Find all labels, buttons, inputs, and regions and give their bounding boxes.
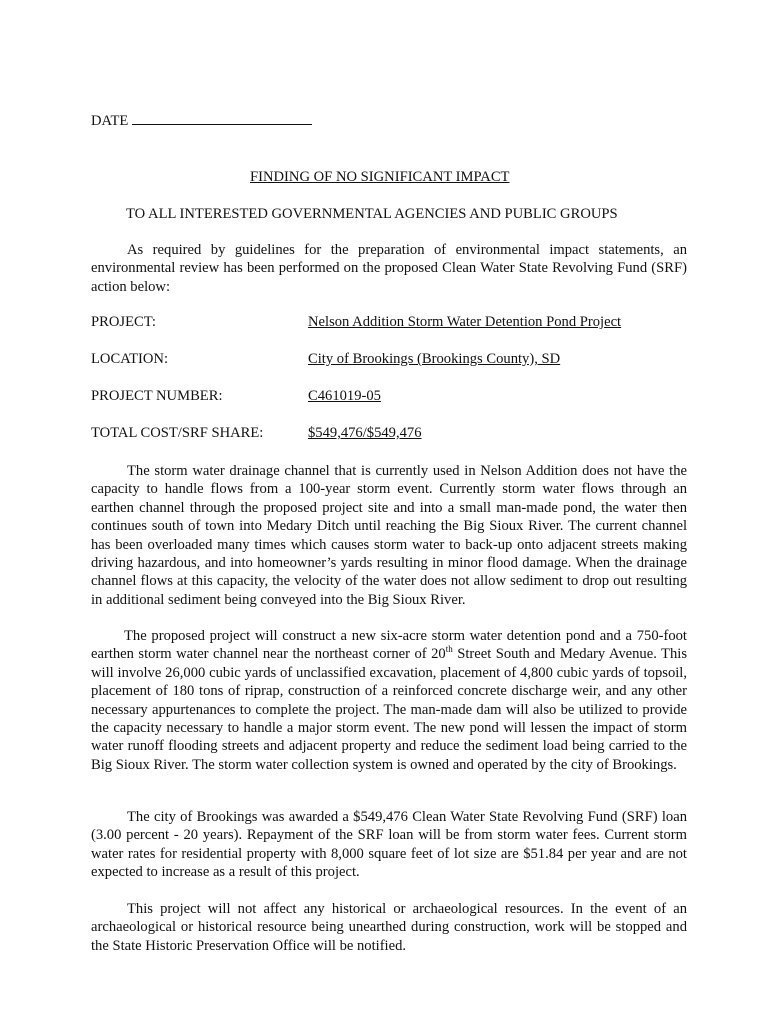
document-title: FINDING OF NO SIGNIFICANT IMPACT [250, 169, 510, 185]
location-value: City of Brookings (Brookings County), SD [308, 351, 561, 367]
location-label: LOCATION: [91, 351, 169, 367]
project-number-value: C461019-05 [308, 388, 381, 404]
description-text-b: Street South and Medary Avenue. This will involve 26,000 cubic yards of unclassified excavation, placement of 4,800 cubic yards of topsoil, placement of 180 tons of riprap, construction of a reinforced concrete discharge weir, and any other necessary appurtenances to complete the project. The man-made dam will also be utilized to provide the capacity necessary to handle a major storm event. The new pond will lessen the impact of storm water runoff flooding streets and adjacent property and reduce the sediment load being carried to the Big Sioux River. The storm water collection system is owned and operated by the city of Brookings. [91, 646, 687, 773]
intro-paragraph: As required by guidelines for the preparation of environmental impact statements, an environmental review has been performed on the proposed Clean Water State Revolving Fund (SRF) action below: [91, 242, 687, 295]
project-value: Nelson Addition Storm Water Detention Pond Project [308, 314, 622, 330]
project-description-paragraph [91, 627, 687, 774]
project-label: PROJECT: [91, 314, 156, 330]
date-label: DATE [91, 113, 129, 129]
ordinal-suffix: th [445, 644, 453, 655]
cost-label: TOTAL COST/SRF SHARE: [91, 425, 264, 441]
cost-value: $549,476/$549,476 [308, 425, 422, 441]
description-text-a: The proposed project will construct a new six-acre storm water detention pond and a 750-foot earthen storm water channel near the northeast corner of 20 [91, 628, 687, 663]
background-paragraph: The storm water drainage channel that is currently used in Nelson Addition does not have the capacity to handle flows from a 100-year storm event. Currently storm water flows through an earthen channel through the proposed project site and into a small man-made pond, the water then continues south of town into Medary Ditch until reaching the Big Sioux River. The current channel has been overloaded many times which causes storm water to back-up onto adjacent streets making driving hazardous, and into homeowner’s yards resulting in minor flood damage. When the drainage channel flows at this capacity, the velocity of the water does not allow sediment to drop out resulting in additional sediment being conveyed into the Big Sioux River. [91, 463, 687, 608]
document-subtitle: TO ALL INTERESTED GOVERNMENTAL AGENCIES AND PUBLIC GROUPS [126, 206, 618, 222]
date-blank[interactable] [132, 112, 312, 125]
project-number-label: PROJECT NUMBER: [91, 388, 223, 404]
historical-paragraph: This project will not affect any historical or archaeological resources. In the event of an archaeological or historical resource being unearthed during construction, work will be stopped and the State Historic Preservation Office will be notified. [91, 901, 687, 954]
funding-paragraph: The city of Brookings was awarded a $549,476 Clean Water State Revolving Fund (SRF) loan (3.00 percent - 20 years). Repayment of the SRF loan will be from storm water fees. Current storm water rates for residential property with 8,000 square feet of lot size are $51.84 per year and are not expected to increase as a result of this project. [91, 809, 687, 881]
date-line [91, 112, 312, 130]
